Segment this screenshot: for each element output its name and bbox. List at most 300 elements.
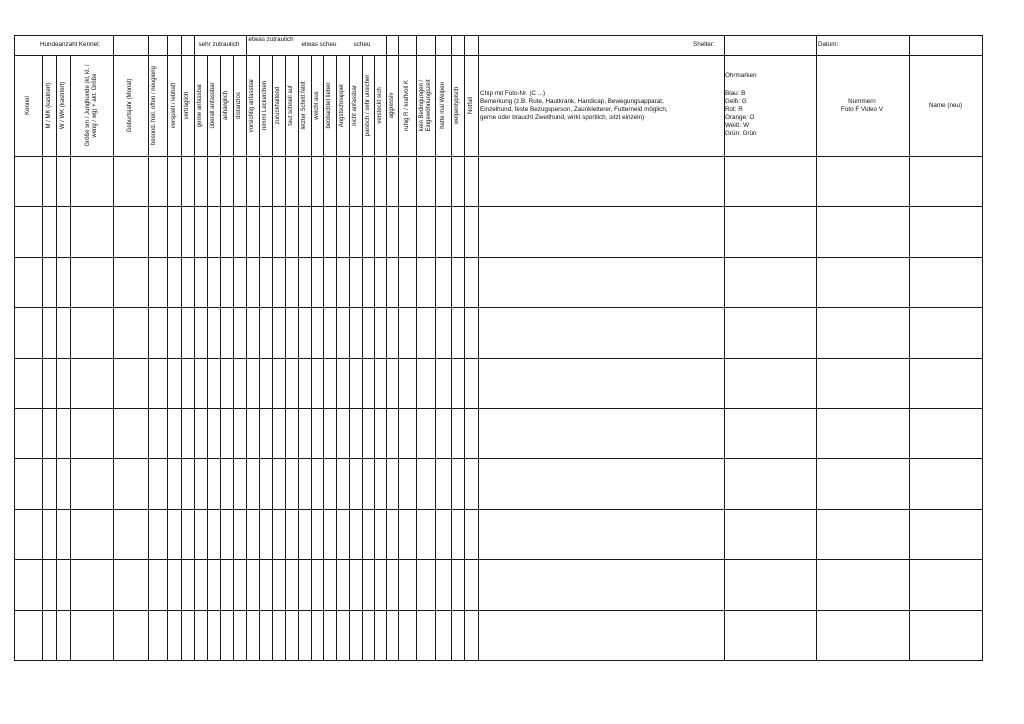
table-cell[interactable] (221, 308, 233, 358)
table-cell[interactable] (399, 611, 416, 660)
table-cell[interactable] (324, 409, 336, 458)
table-cell[interactable] (208, 459, 220, 509)
table-cell[interactable] (195, 157, 207, 206)
table-cell[interactable] (71, 258, 113, 307)
table-cell[interactable] (221, 611, 233, 660)
table-cell[interactable] (149, 359, 167, 408)
table-cell[interactable] (725, 409, 816, 458)
table-cell[interactable] (299, 157, 311, 206)
table-cell[interactable] (57, 611, 70, 660)
table-cell[interactable] (312, 459, 323, 509)
table-cell[interactable] (452, 258, 464, 307)
table-cell[interactable] (208, 510, 220, 559)
table-cell[interactable] (114, 308, 148, 358)
table-cell[interactable] (452, 308, 464, 358)
table-cell[interactable] (57, 207, 70, 257)
table-cell[interactable] (71, 560, 113, 610)
table-cell[interactable] (817, 359, 909, 408)
table-cell[interactable] (182, 459, 194, 509)
table-cell[interactable] (375, 157, 386, 206)
table-cell[interactable] (452, 207, 464, 257)
table-cell[interactable] (71, 510, 113, 559)
table-cell[interactable] (195, 258, 207, 307)
table-cell[interactable] (286, 409, 298, 458)
table-cell[interactable] (910, 308, 982, 358)
table-cell[interactable] (182, 359, 194, 408)
table-cell[interactable] (324, 510, 336, 559)
table-cell[interactable] (910, 510, 982, 559)
table-cell[interactable] (910, 258, 982, 307)
table-cell[interactable] (350, 560, 362, 610)
table-cell[interactable] (299, 409, 311, 458)
table-cell[interactable] (15, 459, 42, 509)
table-cell[interactable] (57, 157, 70, 206)
table-cell[interactable] (260, 459, 272, 509)
table-cell[interactable] (350, 409, 362, 458)
table-cell[interactable] (479, 308, 724, 358)
table-cell[interactable] (417, 611, 435, 660)
table-cell[interactable] (375, 611, 386, 660)
table-cell[interactable] (15, 409, 42, 458)
table-cell[interactable] (195, 359, 207, 408)
table-cell[interactable] (15, 510, 42, 559)
table-cell[interactable] (387, 409, 398, 458)
table-cell[interactable] (168, 510, 181, 559)
table-cell[interactable] (363, 207, 374, 257)
table-cell[interactable] (337, 157, 349, 206)
table-cell[interactable] (182, 157, 194, 206)
table-cell[interactable] (324, 308, 336, 358)
table-cell[interactable] (479, 359, 724, 408)
table-cell[interactable] (149, 409, 167, 458)
table-cell[interactable] (168, 258, 181, 307)
table-cell[interactable] (312, 258, 323, 307)
table-cell[interactable] (182, 308, 194, 358)
table-cell[interactable] (195, 207, 207, 257)
table-cell[interactable] (273, 359, 285, 408)
table-cell[interactable] (817, 510, 909, 559)
table-cell[interactable] (350, 308, 362, 358)
table-cell[interactable] (114, 359, 148, 408)
table-cell[interactable] (57, 258, 70, 307)
table-cell[interactable] (312, 308, 323, 358)
table-cell[interactable] (337, 459, 349, 509)
table-cell[interactable] (149, 308, 167, 358)
table-cell[interactable] (57, 359, 70, 408)
table-cell[interactable] (299, 359, 311, 408)
table-cell[interactable] (57, 409, 70, 458)
table-cell[interactable] (221, 157, 233, 206)
table-cell[interactable] (387, 611, 398, 660)
table-cell[interactable] (208, 409, 220, 458)
table-cell[interactable] (387, 157, 398, 206)
table-cell[interactable] (324, 359, 336, 408)
table-cell[interactable] (725, 157, 816, 206)
table-cell[interactable] (71, 157, 113, 206)
table-cell[interactable] (286, 459, 298, 509)
table-cell[interactable] (312, 560, 323, 610)
table-cell[interactable] (350, 459, 362, 509)
table-cell[interactable] (452, 157, 464, 206)
table-cell[interactable] (399, 157, 416, 206)
table-cell[interactable] (363, 510, 374, 559)
table-cell[interactable] (337, 409, 349, 458)
table-cell[interactable] (910, 157, 982, 206)
table-cell[interactable] (286, 510, 298, 559)
table-cell[interactable] (363, 359, 374, 408)
table-cell[interactable] (417, 510, 435, 559)
table-cell[interactable] (208, 560, 220, 610)
table-cell[interactable] (479, 611, 724, 660)
table-cell[interactable] (208, 258, 220, 307)
table-cell[interactable] (417, 207, 435, 257)
table-cell[interactable] (114, 157, 148, 206)
table-cell[interactable] (436, 157, 451, 206)
table-cell[interactable] (436, 510, 451, 559)
table-cell[interactable] (910, 409, 982, 458)
table-cell[interactable] (299, 207, 311, 257)
table-cell[interactable] (71, 459, 113, 509)
table-cell[interactable] (337, 207, 349, 257)
table-cell[interactable] (399, 510, 416, 559)
table-cell[interactable] (452, 359, 464, 408)
table-cell[interactable] (479, 510, 724, 559)
table-cell[interactable] (149, 258, 167, 307)
table-cell[interactable] (234, 510, 246, 559)
table-cell[interactable] (15, 157, 42, 206)
table-cell[interactable] (399, 308, 416, 358)
table-cell[interactable] (195, 459, 207, 509)
table-cell[interactable] (436, 459, 451, 509)
table-cell[interactable] (43, 308, 56, 358)
table-cell[interactable] (817, 560, 909, 610)
table-cell[interactable] (247, 560, 259, 610)
table-cell[interactable] (417, 359, 435, 408)
table-cell[interactable] (182, 207, 194, 257)
table-cell[interactable] (299, 308, 311, 358)
table-cell[interactable] (195, 560, 207, 610)
table-cell[interactable] (417, 560, 435, 610)
table-cell[interactable] (725, 258, 816, 307)
table-cell[interactable] (234, 611, 246, 660)
table-cell[interactable] (149, 510, 167, 559)
table-cell[interactable] (465, 157, 478, 206)
table-cell[interactable] (149, 207, 167, 257)
table-cell[interactable] (260, 207, 272, 257)
table-cell[interactable] (195, 611, 207, 660)
table-cell[interactable] (387, 207, 398, 257)
table-cell[interactable] (363, 409, 374, 458)
table-cell[interactable] (817, 459, 909, 509)
table-cell[interactable] (350, 157, 362, 206)
table-cell[interactable] (221, 359, 233, 408)
table-cell[interactable] (273, 611, 285, 660)
table-cell[interactable] (465, 510, 478, 559)
table-cell[interactable] (168, 611, 181, 660)
table-cell[interactable] (247, 359, 259, 408)
table-cell[interactable] (436, 359, 451, 408)
table-cell[interactable] (465, 409, 478, 458)
table-cell[interactable] (363, 560, 374, 610)
table-cell[interactable] (910, 459, 982, 509)
table-cell[interactable] (337, 308, 349, 358)
table-cell[interactable] (312, 207, 323, 257)
table-cell[interactable] (910, 207, 982, 257)
table-cell[interactable] (15, 207, 42, 257)
table-cell[interactable] (247, 409, 259, 458)
table-cell[interactable] (725, 359, 816, 408)
table-cell[interactable] (465, 611, 478, 660)
table-cell[interactable] (71, 308, 113, 358)
table-cell[interactable] (337, 611, 349, 660)
table-cell[interactable] (417, 308, 435, 358)
table-cell[interactable] (417, 157, 435, 206)
table-cell[interactable] (71, 409, 113, 458)
table-cell[interactable] (114, 409, 148, 458)
table-cell[interactable] (234, 409, 246, 458)
table-cell[interactable] (312, 510, 323, 559)
table-cell[interactable] (375, 510, 386, 559)
table-cell[interactable] (725, 459, 816, 509)
table-cell[interactable] (337, 258, 349, 307)
table-cell[interactable] (182, 560, 194, 610)
table-cell[interactable] (312, 611, 323, 660)
table-cell[interactable] (324, 157, 336, 206)
table-cell[interactable] (375, 409, 386, 458)
table-cell[interactable] (399, 560, 416, 610)
table-cell[interactable] (114, 611, 148, 660)
table-cell[interactable] (375, 459, 386, 509)
table-cell[interactable] (725, 207, 816, 257)
table-cell[interactable] (247, 308, 259, 358)
table-cell[interactable] (182, 611, 194, 660)
table-cell[interactable] (286, 611, 298, 660)
table-cell[interactable] (43, 409, 56, 458)
table-cell[interactable] (465, 560, 478, 610)
table-cell[interactable] (168, 459, 181, 509)
table-cell[interactable] (234, 560, 246, 610)
table-cell[interactable] (260, 510, 272, 559)
table-cell[interactable] (15, 611, 42, 660)
table-cell[interactable] (149, 459, 167, 509)
table-cell[interactable] (221, 459, 233, 509)
table-cell[interactable] (479, 157, 724, 206)
table-cell[interactable] (375, 308, 386, 358)
table-cell[interactable] (247, 157, 259, 206)
table-cell[interactable] (57, 560, 70, 610)
table-cell[interactable] (234, 258, 246, 307)
table-cell[interactable] (465, 459, 478, 509)
table-cell[interactable] (43, 560, 56, 610)
table-cell[interactable] (299, 459, 311, 509)
table-cell[interactable] (234, 308, 246, 358)
table-cell[interactable] (208, 157, 220, 206)
table-cell[interactable] (725, 308, 816, 358)
table-cell[interactable] (399, 409, 416, 458)
table-cell[interactable] (15, 359, 42, 408)
table-cell[interactable] (387, 258, 398, 307)
table-cell[interactable] (817, 611, 909, 660)
table-cell[interactable] (43, 157, 56, 206)
table-cell[interactable] (725, 611, 816, 660)
table-cell[interactable] (221, 510, 233, 559)
table-cell[interactable] (221, 409, 233, 458)
table-cell[interactable] (195, 510, 207, 559)
table-cell[interactable] (350, 258, 362, 307)
table-cell[interactable] (43, 359, 56, 408)
table-cell[interactable] (479, 560, 724, 610)
table-cell[interactable] (260, 611, 272, 660)
table-cell[interactable] (57, 459, 70, 509)
table-cell[interactable] (417, 409, 435, 458)
table-cell[interactable] (71, 611, 113, 660)
table-cell[interactable] (234, 157, 246, 206)
table-cell[interactable] (725, 560, 816, 610)
table-cell[interactable] (168, 207, 181, 257)
table-cell[interactable] (273, 258, 285, 307)
table-cell[interactable] (452, 560, 464, 610)
table-cell[interactable] (15, 258, 42, 307)
table-cell[interactable] (436, 308, 451, 358)
table-cell[interactable] (286, 560, 298, 610)
table-cell[interactable] (43, 459, 56, 509)
table-cell[interactable] (168, 560, 181, 610)
table-cell[interactable] (350, 611, 362, 660)
table-cell[interactable] (387, 510, 398, 559)
table-cell[interactable] (817, 157, 909, 206)
table-cell[interactable] (260, 359, 272, 408)
table-cell[interactable] (286, 359, 298, 408)
table-cell[interactable] (399, 207, 416, 257)
table-cell[interactable] (15, 308, 42, 358)
table-cell[interactable] (910, 359, 982, 408)
table-cell[interactable] (363, 459, 374, 509)
table-cell[interactable] (260, 308, 272, 358)
table-cell[interactable] (57, 510, 70, 559)
table-cell[interactable] (363, 611, 374, 660)
table-cell[interactable] (399, 258, 416, 307)
table-cell[interactable] (273, 308, 285, 358)
table-cell[interactable] (436, 560, 451, 610)
table-cell[interactable] (208, 611, 220, 660)
table-cell[interactable] (182, 409, 194, 458)
table-cell[interactable] (299, 611, 311, 660)
table-cell[interactable] (375, 560, 386, 610)
table-cell[interactable] (168, 157, 181, 206)
table-cell[interactable] (260, 157, 272, 206)
table-cell[interactable] (43, 510, 56, 559)
table-cell[interactable] (273, 207, 285, 257)
table-cell[interactable] (436, 207, 451, 257)
table-cell[interactable] (479, 409, 724, 458)
table-cell[interactable] (479, 459, 724, 509)
table-cell[interactable] (182, 510, 194, 559)
table-cell[interactable] (208, 359, 220, 408)
table-cell[interactable] (286, 207, 298, 257)
table-cell[interactable] (337, 560, 349, 610)
table-cell[interactable] (286, 308, 298, 358)
table-cell[interactable] (195, 308, 207, 358)
table-cell[interactable] (387, 459, 398, 509)
table-cell[interactable] (168, 409, 181, 458)
table-cell[interactable] (234, 359, 246, 408)
table-cell[interactable] (221, 207, 233, 257)
table-cell[interactable] (375, 207, 386, 257)
table-cell[interactable] (149, 157, 167, 206)
table-cell[interactable] (312, 359, 323, 408)
table-cell[interactable] (312, 157, 323, 206)
table-cell[interactable] (286, 258, 298, 307)
table-cell[interactable] (114, 560, 148, 610)
table-cell[interactable] (452, 459, 464, 509)
table-cell[interactable] (43, 611, 56, 660)
table-cell[interactable] (114, 459, 148, 509)
table-cell[interactable] (182, 258, 194, 307)
table-cell[interactable] (299, 510, 311, 559)
table-cell[interactable] (286, 157, 298, 206)
table-cell[interactable] (15, 560, 42, 610)
table-cell[interactable] (910, 560, 982, 610)
table-cell[interactable] (247, 611, 259, 660)
table-cell[interactable] (817, 258, 909, 307)
table-cell[interactable] (375, 359, 386, 408)
table-cell[interactable] (452, 510, 464, 559)
table-cell[interactable] (247, 459, 259, 509)
table-cell[interactable] (208, 207, 220, 257)
table-cell[interactable] (387, 560, 398, 610)
table-cell[interactable] (149, 560, 167, 610)
table-cell[interactable] (208, 308, 220, 358)
table-cell[interactable] (260, 409, 272, 458)
table-cell[interactable] (452, 611, 464, 660)
table-cell[interactable] (71, 207, 113, 257)
table-cell[interactable] (299, 258, 311, 307)
table-cell[interactable] (817, 308, 909, 358)
table-cell[interactable] (817, 409, 909, 458)
table-cell[interactable] (436, 611, 451, 660)
table-cell[interactable] (273, 510, 285, 559)
table-cell[interactable] (312, 409, 323, 458)
table-cell[interactable] (168, 308, 181, 358)
table-cell[interactable] (234, 459, 246, 509)
table-cell[interactable] (273, 409, 285, 458)
table-cell[interactable] (363, 258, 374, 307)
table-cell[interactable] (387, 359, 398, 408)
table-cell[interactable] (417, 459, 435, 509)
table-cell[interactable] (273, 157, 285, 206)
table-cell[interactable] (465, 258, 478, 307)
table-cell[interactable] (234, 207, 246, 257)
table-cell[interactable] (337, 359, 349, 408)
table-cell[interactable] (273, 560, 285, 610)
table-cell[interactable] (324, 207, 336, 257)
table-cell[interactable] (114, 510, 148, 559)
table-cell[interactable] (149, 611, 167, 660)
table-cell[interactable] (57, 308, 70, 358)
table-cell[interactable] (337, 510, 349, 559)
table-cell[interactable] (324, 258, 336, 307)
table-cell[interactable] (465, 359, 478, 408)
table-cell[interactable] (273, 459, 285, 509)
table-cell[interactable] (436, 258, 451, 307)
table-cell[interactable] (247, 510, 259, 559)
table-cell[interactable] (436, 409, 451, 458)
table-cell[interactable] (247, 207, 259, 257)
table-cell[interactable] (350, 207, 362, 257)
table-cell[interactable] (324, 560, 336, 610)
table-cell[interactable] (350, 359, 362, 408)
table-cell[interactable] (452, 409, 464, 458)
